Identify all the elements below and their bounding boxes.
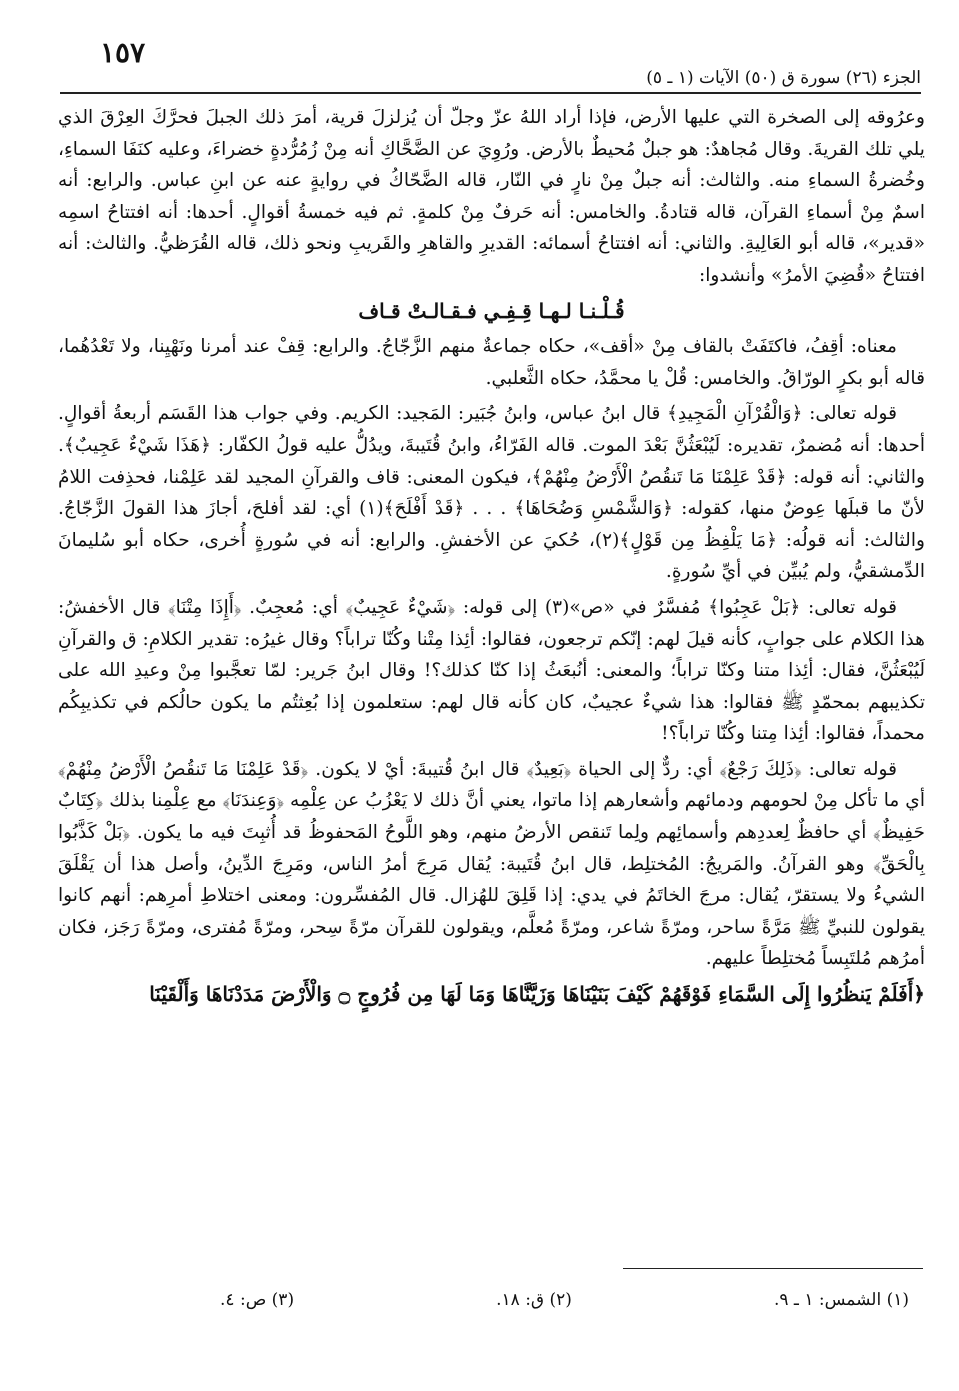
footnote-2: (٢) ق: ١٨.: [496, 1290, 572, 1310]
paragraph: قوله تعالى: ﴿وَالْقُرْآنِ الْمَجِيدِ﴾ قال ابنُ عباس، وابنُ جُبَير: المَجيد: الكريم. وفي جواب هذا القَسَم أربعةُ أقوالٍ. أحدها: أنه مُضمرٌ، تقديره: لَيُبْعَثُنَّ بَعْدَ الموت. قاله الفَرّاءُ، وابنُ قُتَيبةَ، ويدُلُّ عليه قولُ الكفّار: ﴿هَذَا شَيْءٌ عَجِيبٌ﴾. والثاني: أنه قوله: ﴿قَدْ عَلِمْنَا مَا تَنقُصُ الْأَرْضُ مِنْهُمْ﴾، فيكون المعنى: قاف والقرآنِ المجيد لقد عَلِمْنا، فحذِفت اللامُ لأنّ ما قبلَها عِوضٌ منها، كقوله: ﴿وَالشَّمْسِ وَضُحَاهَا﴾ . . . ﴿قَدْ أَفْلَحَ﴾(١) أي: لقد أفلحَ، أجازَ هذا القولَ الزَّجّاجُ. والثالث: أنه قولُه: ﴿مَا يَلْفِظُ مِن قَوْلٍ﴾(٢)، حُكيَ عن الأخفشِ. والرابع: أنه في سُورةٍ أُخرى، حكاه أبو سُليمانَ الدِّمشقيُّ، ولم يُبيِّن في أيِّ سُورةٍ.: [58, 403, 925, 583]
running-header: الجزء (٢٦) سورة ق (٥٠) الآيات (١ ـ ٥): [60, 68, 921, 94]
footnote-divider: [623, 1268, 923, 1269]
footnotes: [220, 1290, 909, 1310]
paragraph: معناه: أقِفُ، فاكتَفَتْ بالقاف مِنْ «أقف»، حكاه جماعةٌ منهم الزَّجّاجُ. والرابع: قِفْ عند أمرنا ونَهْيِنا، ولا تَعْدُهُما، قاله أبو بكرٍ الورّاقُ. والخامس: قُلْ يا محمَّدُ، حكاه الثَّعلبي.: [58, 336, 925, 389]
paragraph: قوله تعالى: ﴿بَلْ عَجِبُوا﴾ مُفسَّرٌ في «ص»(٣) إلى قوله: ﴿شَيْءٌ عَجِيبٌ﴾ أي: مُعجِبٌ. ﴿أَإِذَا مِتْنَا﴾ قال الأخفشُ: هذا الكلام على جوابٍ، كأنه قيلَ لهم: إنّكم ترجعون، فقالوا: أئِذا مِتْنا وكُنّا تراباً؟ وقال غيرُه: تقدير الكلامِ: ق والقرآنِ لَيُبْعَثُنَّ، فقال: أئِذا متنا وكنّا تراباً؛ والمعنى: أنُبعَثُ إذا كنّا كذلك؟! وقال ابنُ جَرير: لمّا تعجَّبوا مِنْ وعيدِ الله على تكذيبهم بمحمّدٍ ﷺ فقالوا: هذا شيءٌ عجيبٌ، كان كأنه قال لهم: ستعلمون إذا بُعِثتُم ما يكون حالُكم في تكذيبِكُم محمداً، فقالوا: أئِذا مِتنا وكُنّا تراباً؟!: [58, 596, 925, 745]
footnote-1: (١) الشمس: ١ ـ ٩.: [773, 1290, 909, 1310]
main-text: [58, 102, 925, 1015]
paragraph: قوله تعالى: ﴿ذَلِكَ رَجْعٌ﴾ أي: ردٌّ إلى الحياة ﴿بَعِيدٌ﴾ قال ابنُ قُتيبةَ: أيْ لا يكون. ﴿قَدْ عَلِمْنَا مَا تَنقُصُ الْأَرْضُ مِنْهُمْ﴾ أي ما تأكل مِنْ لحومهم ودمائهم وأشعارهم إذا ماتوا، يعني أنَّ ذلك لا يَعْزُبُ عن عِلْمِه ﴿وَعِندَنَا﴾ مع عِلْمِنا بذلك ﴿كِتَابٌ حَفِيظٌ﴾ أي حافظٌ لِعددِهم وأسمائِهم ولِما تَنقص الأرضُ منهم، وهو اللَّوحُ المَحفوظُ قد أُثبِتَ فيه ما يكون. ﴿بَلْ كَذَّبُوا بِالْحَقِّ﴾ وهو القرآنُ. والمَريجُ: المُختلِط، قال ابنُ قُتَيبة: يُقال مَرِجَ أمرُ الناس، ومَرِجَ الدِّينُ، وأصل هذا أن يَقْلَقَ الشيءُ ولا يستقرّ، يُقال: مرجَ الخاتَمُ في يدي: إذا قَلِقَ للهُزال. قال المُفسِّرون: ومعنى اختلاطِ أمرِهم: أنهم كانوا يقولون للنبيِّ ﷺ مَرَّةً ساحر، ومرّةً شاعر، ومرّةً مُعلَّم، ويقولون للقرآن مرّةً سِحر، ومرّةً مُفترى، ومرّةً رَجَز، فكان أمرُهم مُلتَبِساً مُختلِطاً عليهم.: [58, 758, 925, 970]
quran-verse: ﴿أَفَلَمْ يَنظُرُوا إِلَى السَّمَاءِ فَوْقَهُمْ كَيْفَ بَنَيْنَاهَا وَزَيَّنَّاهَا وَمَا لَهَا مِن فُرُوجٍ ۝ وَالْأَرْضَ مَدَدْنَاهَا وَأَلْقَيْنَا: [149, 982, 925, 1007]
paragraph: وعرُوقه إلى الصخرة التي عليها الأرض، فإذا أراد اللهُ عزّ وجلّ أن يُزلزلَ قرية، أمرَ ذلك الجبلَ فحرَّكَ العِرْقَ الذي يلي تلك القريةَ. وقال مُجاهدٌ: هو جبلٌ مُحيطٌ بالأرض. ورُوِيَ عن الضَّحَّاكِ أنه مِنْ زُمُرُّدةٍ خضراءَ، وعليه كنَفَا السماءِ، وخُضرةُ السماءِ منه. والثالث: أنه جبلٌ مِنْ نارٍ في النّار، قاله الضَّحّاكُ في روايةٍ عنه عن ابنِ عباس. والرابع: أنه اسمٌ مِنْ أسماءِ القرآن، قاله قتادةُ. والخامس: أنه حَرفٌ مِنْ كلمةٍ. ثم فيه خمسةُ أقوالٍ. أحدها: أنه افتتاحُ اسمِه «قدير»، قاله أبو العَالِيةِ. والثاني: أنه افتتاحُ أسمائه: القديرِ والقاهرِ والقَريبِ ونحو ذلك، قاله القُرَظيُّ. والثالث: أنه افتتاحُ «قُضِيَ الأمرُ» وأنشدوا:: [58, 107, 925, 286]
footnote-3: (٣) ص: ٤.: [220, 1290, 295, 1310]
page-number: ١٥٧: [100, 36, 146, 69]
poetry-verse: قُـلْـنـا لـهـا قِـفِـي فـقـالـتْ قـاف: [358, 298, 625, 323]
